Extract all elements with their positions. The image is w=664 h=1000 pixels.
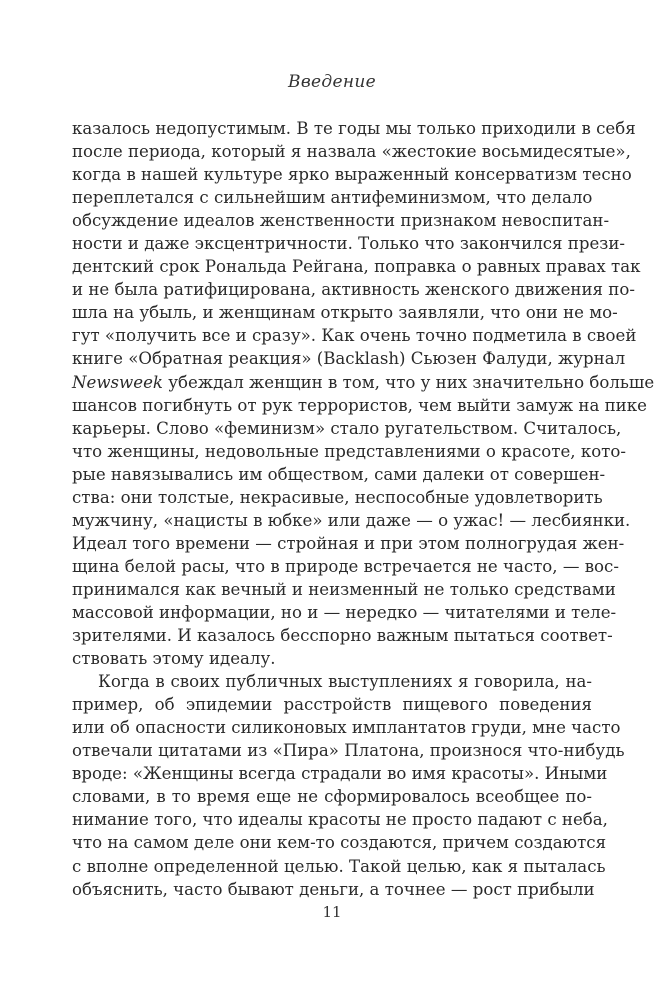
text-line: ства: они толстые, некрасивые, неспособные удовлетворить	[72, 487, 603, 507]
text-line: карьеры. Слово «феминизм» стало ругательством. Считалось,	[72, 418, 622, 438]
text-line: шла на убыль, и женщинам открыто заявляли, что они не мо-	[72, 303, 618, 323]
text-line: и не была ратифицирована, активность женского движения по-	[72, 280, 635, 300]
text-line: книге «Обратная реакция» (Backlash) Сьюзен Фалуди, журнал	[72, 349, 626, 369]
text-line-newsweek	[72, 371, 655, 394]
page-number: 11	[322, 903, 342, 921]
newsweek-line-rest: убеждал женщин в том, что у них значительно больше	[162, 372, 655, 392]
text-line: вроде: «Женщины всегда страдали во имя красоты». Иными	[72, 764, 608, 784]
text-line: Идеал того времени — стройная и при этом полногрудая жен-	[72, 533, 625, 553]
newsweek-italic: Newsweek	[72, 372, 163, 392]
text-line: шансов погибнуть от рук террористов, чем выйти замуж на пике	[72, 395, 647, 415]
text-line: ствовать этому идеалу.	[72, 649, 276, 669]
text-line: массовой информации, но и — нередко — читателями и теле-	[72, 602, 617, 622]
text-line: ности и даже эксцентричности. Только что закончился прези-	[72, 234, 626, 254]
paragraph-1	[72, 117, 655, 670]
paragraph-2	[72, 670, 625, 900]
text-line: что на самом деле они кем-то создаются, причем создаются	[72, 833, 607, 853]
text-line: щина белой расы, что в природе встречается не часто, — вос-	[72, 556, 619, 576]
body-text	[72, 117, 655, 901]
running-header: Введение	[288, 72, 376, 92]
text-line: казалось недопустимым. В те годы мы только приходили в себя	[72, 119, 636, 138]
text-line: гут «получить все и сразу». Как очень точно подметила в своей	[72, 326, 637, 346]
text-line: принимался как вечный и неизменный не только средствами	[72, 579, 616, 599]
text-line: словами, в то время еще не сформировалось всеобщее по-	[72, 787, 592, 807]
text-line: после периода, который я назвала «жестокие восьмидесятые»,	[72, 142, 631, 162]
text-line: с вполне определенной целью. Такой целью, как я пыталась	[72, 856, 606, 876]
text-line: отвечали цитатами из «Пира» Платона, произнося что-нибудь	[72, 741, 625, 761]
text-line: зрителями. И казалось бесспорно важным пытаться соответ-	[72, 626, 613, 646]
text-line: что женщины, недовольные представлениями о красоте, кото-	[72, 441, 626, 461]
text-line: или об опасности силиконовых имплантатов груди, мне часто	[72, 718, 621, 738]
text-line: дентский срок Рональда Рейгана, поправка о равных правах так	[72, 257, 641, 277]
text-line: пример, об эпидемии расстройств пищевого поведения	[72, 695, 592, 715]
text-line: объяснить, часто бывают деньги, а точнее — рост прибыли	[72, 879, 595, 899]
text-line: рые навязывались им обществом, сами далеки от совершен-	[72, 464, 606, 484]
text-line: Когда в своих публичных выступлениях я говорила, на-	[98, 672, 592, 692]
text-line: когда в нашей культуре ярко выраженный консерватизм тесно	[72, 165, 632, 185]
text-line: нимание того, что идеалы красоты не просто падают с неба,	[72, 810, 608, 830]
text-line: переплетался с сильнейшим антифеминизмом, что делало	[72, 188, 593, 208]
text-line: мужчину, «нацисты в юбке» или даже — о ужас! — лесбиянки.	[72, 510, 631, 530]
text-line: обсуждение идеалов женственности признаком невоспитан-	[72, 211, 610, 231]
